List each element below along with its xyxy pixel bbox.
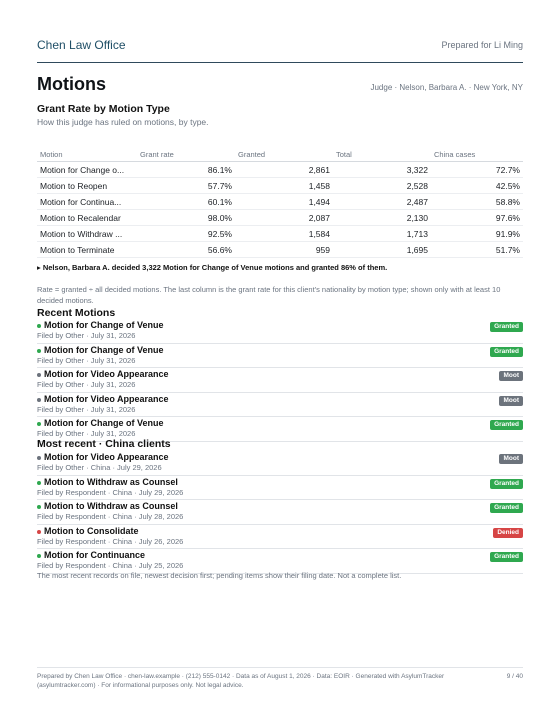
status-dot-icon [37, 398, 41, 402]
judge-line: Judge · Nelson, Barbara A. · New York, NY [370, 83, 523, 92]
china-clients-title: Most recent · China clients [37, 438, 171, 450]
list-item [37, 451, 523, 476]
table-row [37, 162, 523, 178]
cell-grant-rate: 57.7% [137, 178, 235, 194]
grant-section-title: Grant Rate by Motion Type [37, 103, 170, 115]
motion-meta: Filed by Respondent · China · July 29, 2026 [37, 487, 184, 497]
status-badge: Granted [490, 552, 523, 562]
cell-granted: 959 [235, 242, 333, 258]
cell-china-cases: 51.7% [431, 242, 523, 258]
motion-meta: Filed by Respondent · China · July 25, 2026 [37, 561, 184, 571]
cell-total: 3,322 [333, 162, 431, 178]
list-item [37, 368, 523, 393]
status-dot-icon [37, 530, 41, 534]
list-item [37, 393, 523, 418]
cell-motion: Motion to Recalendar [37, 210, 137, 226]
motion-name: Motion to Withdraw as Counsel [44, 501, 178, 512]
status-badge: Denied [493, 528, 523, 538]
recent-motions-list [37, 319, 523, 442]
status-dot-icon [37, 481, 41, 485]
col-motion: Motion [37, 147, 137, 162]
cell-motion: Motion to Reopen [37, 178, 137, 194]
col-total: Total [333, 147, 431, 162]
cell-total: 2,130 [333, 210, 431, 226]
cell-granted: 2,861 [235, 162, 333, 178]
table-row [37, 210, 523, 226]
table-body [37, 162, 523, 258]
cell-granted: 2,087 [235, 210, 333, 226]
cell-granted: 1,494 [235, 194, 333, 210]
cell-china-cases: 72.7% [431, 162, 523, 178]
table-row [37, 178, 523, 194]
firm-name: Chen Law Office [37, 38, 126, 52]
list-item [37, 525, 523, 550]
grant-section-subtitle: How this judge has ruled on motions, by type. [37, 117, 209, 127]
cell-motion: Motion to Withdraw ... [37, 226, 137, 242]
status-badge: Granted [490, 479, 523, 489]
motion-name: Motion for Video Appearance [44, 452, 169, 462]
footer-text: Prepared by Chen Law Office · chen-law.example · (212) 555-0142 · Data as of August 1, 2026 · Data: EOIR · Generated with AsylumTracker (asylumtracker.com) · For informational purposes only. Not legal advice. [37, 673, 445, 689]
table-header-row [37, 147, 523, 162]
status-badge: Granted [490, 347, 523, 357]
cell-grant-rate: 98.0% [137, 210, 235, 226]
motion-meta: Filed by Other · July 31, 2026 [37, 331, 136, 340]
page-header [37, 38, 523, 63]
motion-meta: Filed by Other · July 31, 2026 [37, 404, 136, 414]
status-badge: Granted [490, 503, 523, 513]
list-item [37, 344, 523, 369]
grant-rate-table [37, 147, 523, 258]
motion-meta: Filed by Other · July 31, 2026 [37, 355, 136, 365]
motion-meta: Filed by Other · July 31, 2026 [37, 429, 136, 439]
recent-motions-title: Recent Motions [37, 307, 116, 319]
china-clients-list [37, 451, 523, 574]
cell-total: 2,528 [333, 178, 431, 194]
cell-grant-rate: 86.1% [137, 162, 235, 178]
cell-motion: Motion for Continua... [37, 194, 137, 210]
cell-total: 1,695 [333, 242, 431, 258]
judge-callout: ▸ Nelson, Barbara A. decided 3,322 Motion for Change of Venue motions and granted 86% of them. [37, 263, 388, 272]
cell-china-cases: 42.5% [431, 178, 523, 194]
status-dot-icon [37, 373, 41, 377]
cell-grant-rate: 56.6% [137, 242, 235, 258]
status-badge: Moot [499, 454, 523, 464]
cell-total: 2,487 [333, 194, 431, 210]
status-dot-icon [37, 554, 41, 558]
records-note: The most recent records on file, newest decision first; pending items show their filing date. Not a complete list. [37, 571, 402, 580]
list-item [37, 476, 523, 501]
prepared-for: Prepared for Li Ming [441, 40, 523, 50]
col-china-cases: China cases [431, 147, 523, 162]
cell-motion: Motion for Change o... [37, 162, 137, 178]
status-dot-icon [37, 349, 41, 353]
table-row [37, 242, 523, 258]
page-footer [37, 667, 523, 690]
cell-china-cases: 91.9% [431, 226, 523, 242]
list-item [37, 500, 523, 525]
cell-china-cases: 97.6% [431, 210, 523, 226]
cell-grant-rate: 92.5% [137, 226, 235, 242]
motion-name: Motion to Consolidate [44, 525, 139, 536]
cell-grant-rate: 60.1% [137, 194, 235, 210]
cell-granted: 1,458 [235, 178, 333, 194]
col-grant-rate: Grant rate [137, 147, 235, 162]
cell-total: 1,713 [333, 226, 431, 242]
status-dot-icon [37, 456, 41, 460]
motion-meta: Filed by Respondent · China · July 28, 2026 [37, 512, 184, 522]
motion-meta: Filed by Other · July 31, 2026 [37, 380, 136, 390]
motion-name: Motion for Continuance [44, 550, 145, 561]
rate-note: Rate = granted ÷ all decided motions. The last column is the grant rate for this client's nationality by motion type; shown only with at least 10 decided motions. [37, 285, 501, 305]
page-number: 9 / 40 [506, 673, 523, 680]
status-badge: Moot [499, 371, 523, 381]
motion-name: Motion for Change of Venue [44, 344, 164, 355]
cell-motion: Motion to Terminate [37, 242, 137, 258]
cell-granted: 1,584 [235, 226, 333, 242]
status-badge: Granted [490, 420, 523, 430]
motion-name: Motion for Change of Venue [44, 320, 164, 330]
motion-meta: Filed by Respondent · China · July 26, 2026 [37, 536, 184, 546]
list-item [37, 319, 523, 344]
status-badge: Moot [499, 396, 523, 406]
motion-meta: Filed by Other · China · July 29, 2026 [37, 463, 162, 472]
motion-name: Motion for Change of Venue [44, 418, 164, 429]
motion-name: Motion to Withdraw as Counsel [44, 476, 178, 487]
motion-name: Motion for Video Appearance [44, 393, 169, 404]
status-dot-icon [37, 505, 41, 509]
status-badge: Granted [490, 322, 523, 332]
col-granted: Granted [235, 147, 333, 162]
table-row [37, 226, 523, 242]
table-row [37, 194, 523, 210]
page-title: Motions [37, 74, 106, 94]
cell-china-cases: 58.8% [431, 194, 523, 210]
status-dot-icon [37, 324, 41, 328]
status-dot-icon [37, 422, 41, 426]
motion-name: Motion for Video Appearance [44, 369, 169, 380]
